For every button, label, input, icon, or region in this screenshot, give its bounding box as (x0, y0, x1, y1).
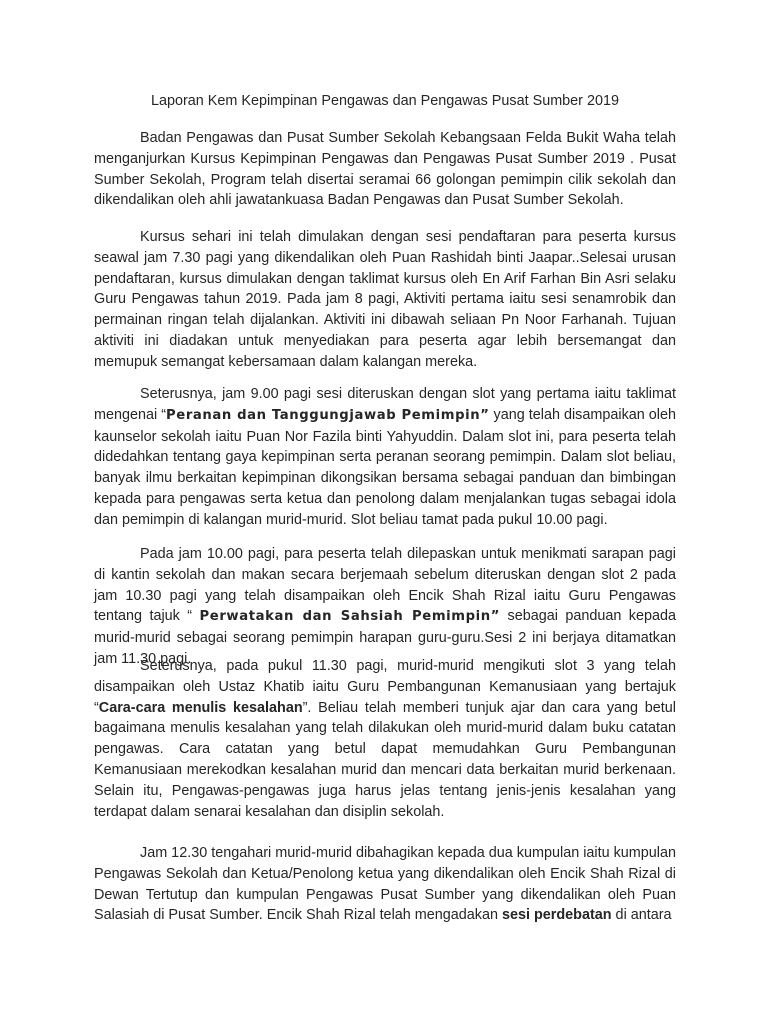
slot-2-title: Perwatakan dan Sahsiah Pemimpin” (199, 609, 501, 625)
paragraph-2-text: Kursus sehari ini telah dimulakan dengan sesi pendaftaran para peserta kursus seawal jam 7.30 pagi yang dikendalikan oleh Puan Rashidah binti Jaapar..Selesai urusan pendaftaran, kursus dimulakan dengan taklimat kursus oleh En Arif Farhan Bin Asri selaku Guru Pengawas tahun 2019. Pada jam 8 pagi, Aktiviti pertama iaitu sesi senamrobik dan permainan ringan telah dijalankan. Aktiviti ini dibawah seliaan Pn Noor Farhanah. Tujuan aktiviti ini diadakan untuk menyediakan para peserta agar lebih bersemangat dan memupuk semangat kebersamaan dalam kalangan mereka. (94, 229, 676, 370)
paragraph-6 (94, 843, 676, 926)
paragraph-1 (94, 128, 676, 211)
paragraph-4-text-b: sebagai panduan kepada murid-murid sebagai seorang pemimpin harapan guru-guru.Sesi 2 ini berjaya ditamatkan jam 11.30 pagi. (94, 608, 677, 667)
paragraph-6-text-b: di antara (611, 907, 672, 924)
debate-session-term: sesi perdebatan (501, 907, 612, 924)
slot-3-title: Cara-cara menulis kesalahan (98, 699, 303, 716)
paragraph-5-text-a: Seterusnya, pada pukul 11.30 pagi, murid-murid mengikuti slot 3 yang telah disampaikan oleh Ustaz Khatib iaitu Guru Pembangunan Kemanusiaan yang bertajuk “ (94, 658, 676, 716)
paragraph-4 (94, 544, 676, 670)
paragraph-3-text-a: Seterusnya, jam 9.00 pagi sesi diteruskan dengan slot yang pertama iaitu taklimat mengenai “ (94, 386, 676, 423)
paragraph-5 (94, 656, 676, 822)
paragraph-3-text-b: yang telah disampaikan oleh kaunselor sekolah iaitu Puan Nor Fazila binti Yahyuddin. Dalam slot ini, para peserta telah didedahkan tentang gaya kepimpinan serta peranan seorang pemimpin. Dalam slot beliau, banyak ilmu berkaitan kepimpinan dikongsikan bersama sebagai panduan dan bimbingan kepada para pengawas serta ketua dan penolong dalam menjalankan tugas sebagai idola dan pemimpin di kalangan murid-murid. Slot beliau tamat pada pukul 10.00 pagi. (94, 406, 676, 528)
paragraph-2 (94, 227, 676, 373)
slot-1-title: Peranan dan Tanggungjawab Pemimpin” (166, 407, 490, 423)
paragraph-1-text: Badan Pengawas dan Pusat Sumber Sekolah Kebangsaan Felda Bukit Waha telah menganjurkan Kursus Kepimpinan Pengawas dan Pengawas Pusat Sumber 2019 . Pusat Sumber Sekolah, Program telah disertai seramai 66 golongan pemimpin cilik sekolah dan dikendalikan oleh ahli jawatankuasa Badan Pengawas dan Pusat Sumber Sekolah. (94, 130, 676, 209)
document-title: Laporan Kem Kepimpinan Pengawas dan Pengawas Pusat Sumber 2019 (150, 93, 619, 109)
paragraph-4-text-a: Pada jam 10.00 pagi, para peserta telah dilepaskan untuk menikmati sarapan pagi di kantin sekolah dan makan secara berjemaah sebelum diteruskan dengan slot 2 pada jam 10.30 pagi yang telah disampaikan oleh Encik Shah Rizal iaitu Guru Pengawas tentang tajuk “ (94, 546, 676, 625)
paragraph-3 (94, 384, 676, 531)
paragraph-6-text-a: Jam 12.30 tengahari murid-murid dibahagikan kepada dua kumpulan iaitu kumpulan Pengawas Sekolah dan Ketua/Penolong ketua yang dikendalikan oleh Encik Shah Rizal di Dewan Tertutup dan kumpulan Pengawas Pusat Sumber yang dikendalikan oleh Puan Salasiah di Pusat Sumber. Encik Shah Rizal telah mengadakan (94, 845, 676, 924)
paragraph-5-text-b: ”. Beliau telah memberi tunjuk ajar dan cara yang betul bagaimana menulis kesalahan yang telah dilakukan oleh murid-murid dalam buku catatan pengawas. Cara catatan yang betul dapat memudahkan Guru Pembangunan Kemanusiaan merekodkan kesalahan murid dan mencari data berkaitan murid berkenaan. Selain itu, Pengawas-pengawas juga harus jelas tentang jenis-jenis kesalahan yang terdapat dalam senarai kesalahan dan disiplin sekolah. (94, 699, 676, 820)
